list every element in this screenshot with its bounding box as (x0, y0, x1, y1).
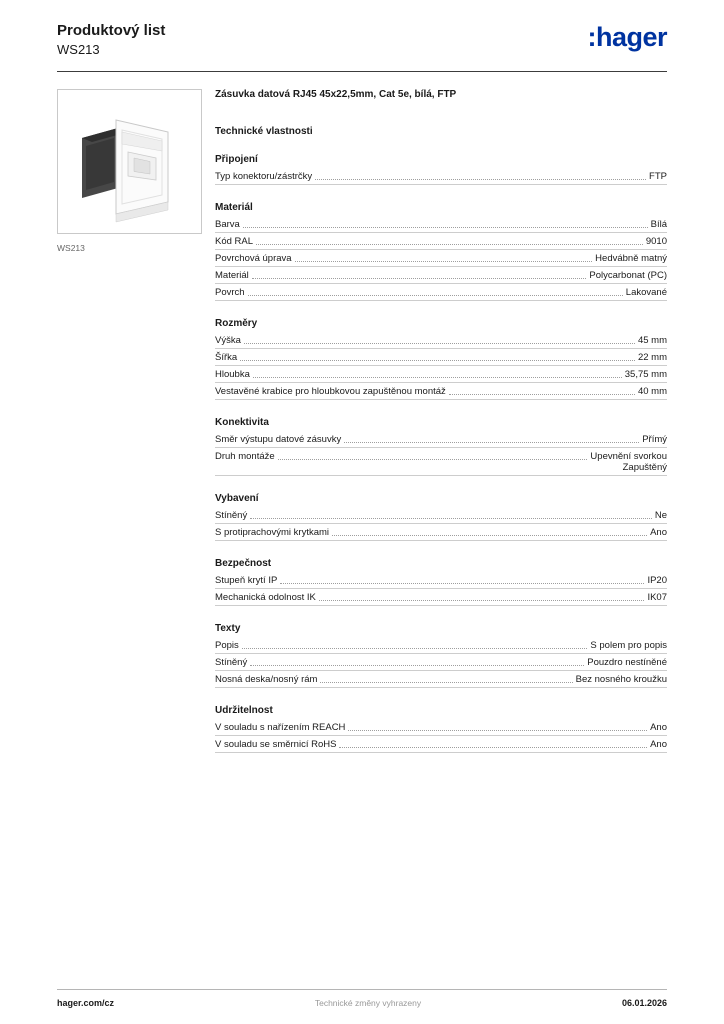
spec-row (215, 671, 667, 688)
section-title: Konektivita (215, 417, 269, 428)
spec-label: Nosná deska/nosný rám (215, 674, 318, 685)
spec-value: Polycarbonat (PC) (589, 270, 667, 281)
spec-label: Povrch (215, 287, 245, 298)
dotted-leader (319, 592, 645, 601)
product-image-column (57, 89, 202, 753)
footer-disclaimer: Technické změny vyhrazeny (314, 998, 422, 1008)
spec-label: Hloubka (215, 369, 250, 380)
spec-label: V souladu s nařízením REACH (215, 722, 346, 733)
spec-value: IK07 (647, 592, 667, 603)
dotted-leader (242, 640, 588, 649)
spec-row (215, 267, 667, 284)
spec-value: 40 mm (637, 386, 667, 397)
dotted-leader (256, 236, 643, 245)
spec-row (215, 332, 667, 349)
header-titles (57, 22, 165, 58)
spec-row (215, 431, 667, 448)
spec-column (215, 89, 667, 753)
document-type: Produktový list (57, 22, 166, 39)
product-code: WS213 (57, 42, 100, 57)
dotted-leader (250, 510, 652, 519)
spec-value: Hedvábně matný (595, 253, 667, 264)
section-title: Rozměry (215, 318, 258, 329)
spec-value: 22 mm (637, 352, 667, 363)
spec-row (215, 216, 667, 233)
dotted-leader (332, 527, 647, 536)
spec-label: Barva (215, 219, 240, 230)
spec-row (215, 524, 667, 541)
spec-row (215, 284, 667, 301)
footer-date: 06.01.2026 (621, 998, 667, 1008)
spec-row (215, 448, 667, 476)
spec-label: Stupeň krytí IP (215, 575, 278, 586)
dotted-leader (253, 369, 622, 378)
section-title: Udržitelnost (215, 705, 273, 716)
spec-label: Povrchová úprava (215, 253, 292, 264)
spec-value: Ano (650, 739, 667, 750)
dotted-leader (339, 739, 647, 748)
spec-value: FTP (649, 171, 667, 182)
spec-label: Stíněný (215, 657, 248, 668)
image-caption: WS213 (57, 243, 85, 253)
tech-properties-heading: Technické vlastnosti (215, 126, 313, 137)
spec-value: Ano (650, 722, 667, 733)
spec-row (215, 349, 667, 366)
main-content (57, 89, 667, 753)
spec-row (215, 250, 667, 267)
page-footer (57, 989, 667, 1008)
spec-label: Typ konektoru/zástrčky (215, 171, 313, 182)
dotted-leader (244, 335, 635, 344)
dotted-leader (320, 674, 572, 683)
dotted-leader (348, 722, 647, 731)
spec-value: S polem pro popis (590, 640, 667, 651)
spec-row (215, 572, 667, 589)
dotted-leader (250, 657, 584, 666)
spec-row (215, 589, 667, 606)
spec-row (215, 366, 667, 383)
spec-value: Upevnění svorkou Zapuštěný (590, 451, 667, 473)
product-title: Zásuvka datová RJ45 45x22,5mm, Cat 5e, bílá, FTP (215, 89, 457, 100)
spec-value: 45 mm (637, 335, 667, 346)
section-title: Bezpečnost (215, 558, 272, 569)
section-title: Připojení (215, 154, 258, 165)
dotted-leader (243, 219, 648, 228)
spec-row (215, 507, 667, 524)
spec-row (215, 654, 667, 671)
dotted-leader (248, 287, 623, 296)
product-image (58, 90, 201, 233)
spec-label: Výška (215, 335, 241, 346)
spec-label: Popis (215, 640, 239, 651)
dotted-leader (240, 352, 635, 361)
dotted-leader (344, 434, 639, 443)
spec-value: Přímý (642, 434, 667, 445)
spec-value: Ano (650, 527, 667, 538)
footer-website: hager.com/cz (57, 998, 115, 1008)
dotted-leader (280, 575, 644, 584)
spec-label: Kód RAL (215, 236, 254, 247)
spec-value: 9010 (645, 236, 667, 247)
spec-sections (215, 154, 667, 753)
spec-label: V souladu se směrnicí RoHS (215, 739, 337, 750)
spec-row (215, 736, 667, 753)
hager-logo: :hager (587, 22, 667, 52)
spec-label: Stíněný (215, 510, 248, 521)
spec-label: Směr výstupu datové zásuvky (215, 434, 342, 445)
dotted-leader (295, 253, 593, 262)
spec-row (215, 637, 667, 654)
product-image-frame (57, 89, 202, 234)
dotted-leader (315, 171, 646, 180)
spec-value: Lakované (625, 287, 667, 298)
header-divider (57, 71, 667, 72)
spec-label: Druh montáže (215, 451, 275, 462)
spec-value: IP20 (647, 575, 667, 586)
spec-label: Šířka (215, 352, 238, 363)
dotted-leader (252, 270, 587, 279)
section-title: Materiál (215, 202, 253, 213)
spec-value: Pouzdro nestíněné (587, 657, 667, 668)
spec-value: Bez nosného kroužku (575, 674, 667, 685)
section-title: Texty (215, 623, 241, 634)
spec-value: Ne (654, 510, 667, 521)
spec-row (215, 168, 667, 185)
spec-label: Materiál (215, 270, 249, 281)
spec-row (215, 233, 667, 250)
spec-label: Mechanická odolnost IK (215, 592, 316, 603)
spec-value: 35,75 mm (624, 369, 667, 380)
spec-row (215, 719, 667, 736)
spec-row (215, 383, 667, 400)
spec-label: S protiprachovými krytkami (215, 527, 330, 538)
section-title: Vybavení (215, 493, 259, 504)
page-header (57, 0, 667, 58)
dotted-leader (278, 451, 588, 460)
dotted-leader (449, 386, 635, 395)
spec-label: Vestavěné krabice pro hloubkovou zapuštěnou montáž (215, 386, 446, 397)
spec-value: Bílá (650, 219, 667, 230)
